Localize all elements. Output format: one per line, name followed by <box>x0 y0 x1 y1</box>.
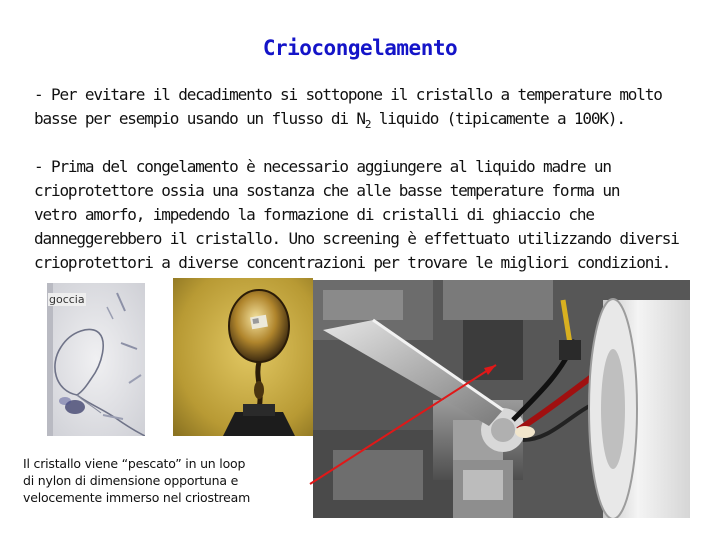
paragraph-line: vetro amorfo, impedendo la formazione di cristalli di ghiaccio che <box>34 205 594 224</box>
subscript: 2 <box>364 118 371 132</box>
paragraph-line: - Prima del congelamento è necessario aggiungere al liquido madre un <box>34 157 611 176</box>
caption-line: velocemente immerso nel criostream <box>23 490 251 505</box>
paragraph-line: danneggerebbero il cristallo. Uno screening è effettuato utilizzando diversi <box>34 229 679 248</box>
paragraph-cooling <box>34 83 674 131</box>
drop-label: goccia <box>49 293 85 306</box>
paragraph-line: crioprotettori a diverse concentrazioni per trovare le migliori condizioni. <box>34 253 671 272</box>
paragraph-line: crioprotettore ossia una sostanza che alle basse temperature forma un <box>34 181 620 200</box>
paragraph-line: basse per esempio usando un flusso di $N_2$ liquido (tipicamente a 100K). <box>34 109 625 132</box>
slide-title: Criocongelamento <box>262 36 458 60</box>
photo-caption <box>23 455 308 506</box>
cryostream-setup-photo <box>313 280 690 518</box>
paragraph-cryoprotectant <box>34 155 679 275</box>
paragraph-line: - Per evitare il decadimento si sottopone il cristallo a temperature molto <box>34 85 662 104</box>
crystal-loop-photo <box>173 278 313 436</box>
caption-line: Il cristallo viene “pescato” in un loop <box>23 456 246 471</box>
caption-line: di nylon di dimensione opportuna e <box>23 473 239 488</box>
